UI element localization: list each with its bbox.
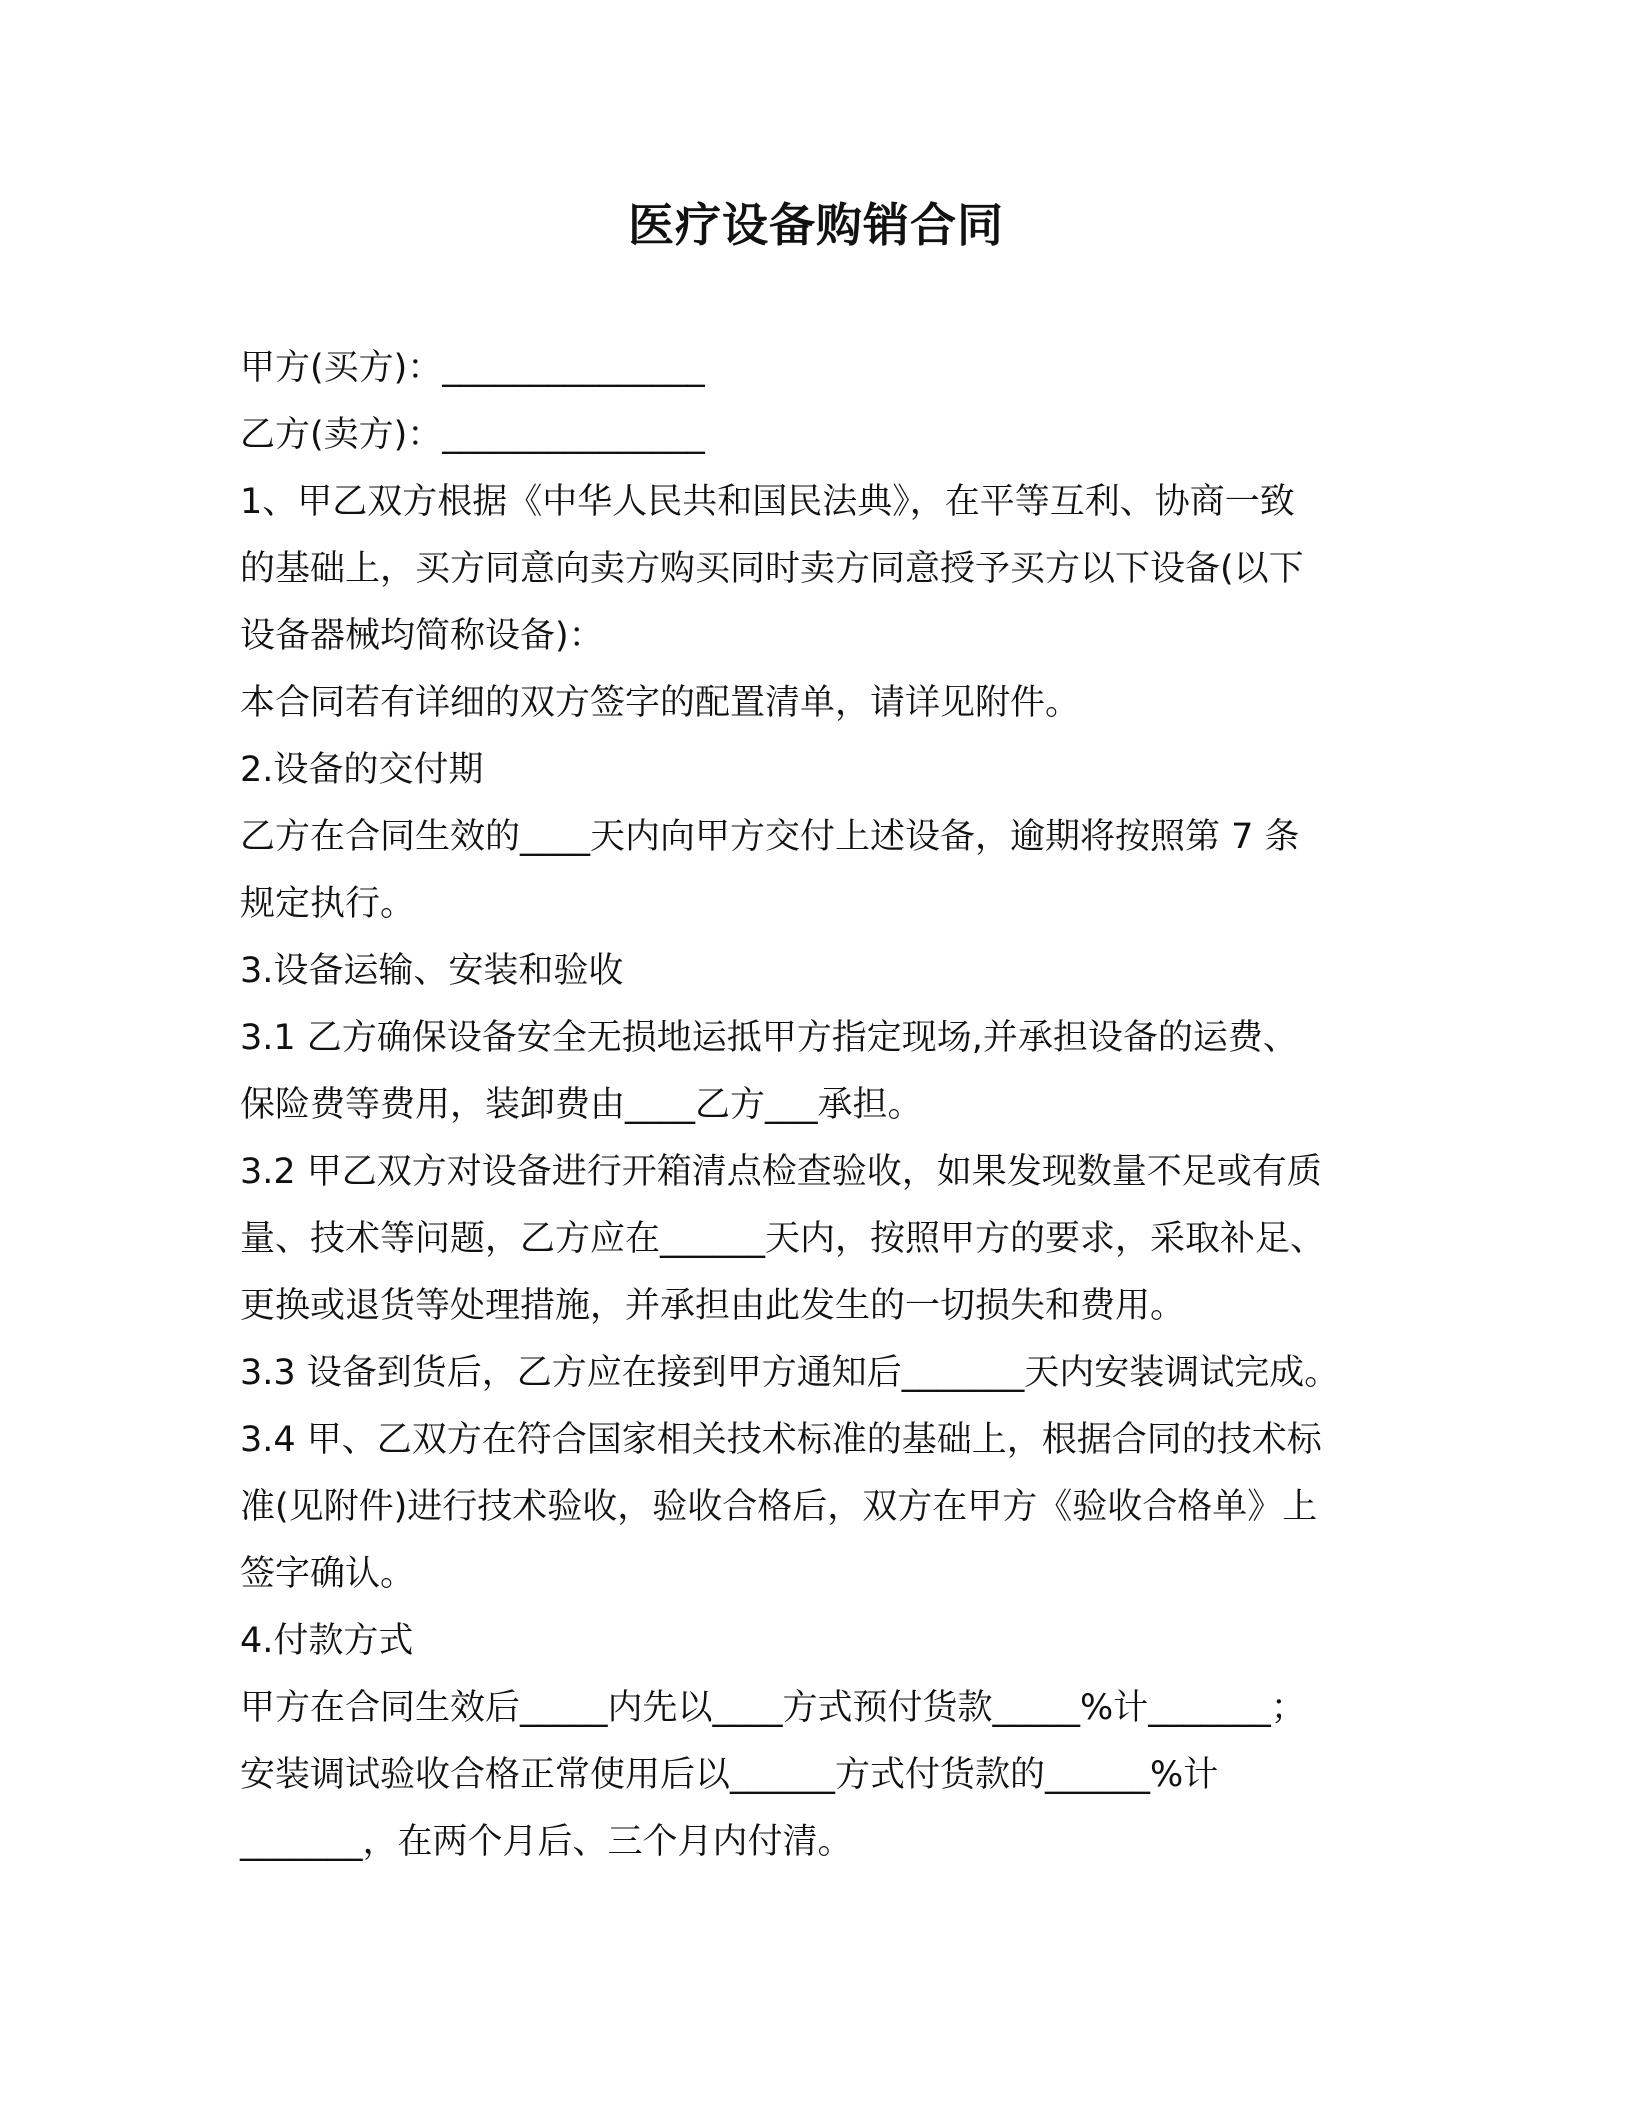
clause-1-line-2: 的基础上，买方同意向卖方购买同时卖方同意授予买方以下设备(以下 [240, 549, 1304, 589]
section-4-heading: 4.付款方式 [240, 1621, 414, 1661]
document-body [240, 335, 1405, 1876]
clause-3-1-line-1: 3.1 乙方确保设备安全无损地运抵甲方指定现场,并承担设备的运费、 [240, 1018, 1298, 1058]
clause-3-2-line-1: 3.2 甲乙双方对设备进行开箱清点检查验收，如果发现数量不足或有质 [240, 1152, 1322, 1192]
clause-3-1-line-2: 保险费等费用，装卸费由____乙方___承担。 [240, 1085, 923, 1125]
party-a-line: 甲方(买方)：_______________ [240, 348, 705, 388]
attachment-note: 本合同若有详细的双方签字的配置清单，请详见附件。 [240, 683, 1081, 723]
section-2-line-2: 规定执行。 [240, 884, 416, 924]
section-4-line-3: _______，在两个月后、三个月内付清。 [240, 1822, 853, 1862]
party-b-line: 乙方(卖方)：_______________ [240, 415, 705, 455]
section-4-line-1: 甲方在合同生效后_____内先以____方式预付货款_____%计_______； [240, 1688, 1306, 1728]
clause-3-4-line-2: 准(见附件)进行技术验收，验收合格后，双方在甲方《验收合格单》上 [240, 1487, 1318, 1527]
section-2-heading: 2.设备的交付期 [240, 750, 484, 790]
section-3-heading: 3.设备运输、安装和验收 [240, 951, 624, 991]
clause-3-4-line-1: 3.4 甲、乙双方在符合国家相关技术标准的基础上，根据合同的技术标 [240, 1420, 1322, 1460]
section-4-line-2: 安装调试验收合格正常使用后以______方式付货款的______%计 [240, 1755, 1219, 1795]
document-title: 医疗设备购销合同 [628, 198, 1004, 252]
clause-3-3-line-1: 3.3 设备到货后，乙方应在接到甲方通知后_______天内安装调试完成。 [240, 1353, 1340, 1393]
clause-1-line-1: 1、甲乙双方根据《中华人民共和国民法典》，在平等互利、协商一致 [240, 482, 1295, 522]
clause-3-4-line-3: 签字确认。 [240, 1554, 416, 1594]
clause-3-2-line-3: 更换或退货等处理措施，并承担由此发生的一切损失和费用。 [240, 1286, 1186, 1326]
clause-3-2-line-2: 量、技术等问题，乙方应在______天内，按照甲方的要求，采取补足、 [240, 1219, 1326, 1259]
clause-1-line-3: 设备器械均简称设备)： [240, 616, 604, 656]
section-2-line-1: 乙方在合同生效的____天内向甲方交付上述设备，逾期将按照第 7 条 [240, 817, 1300, 857]
